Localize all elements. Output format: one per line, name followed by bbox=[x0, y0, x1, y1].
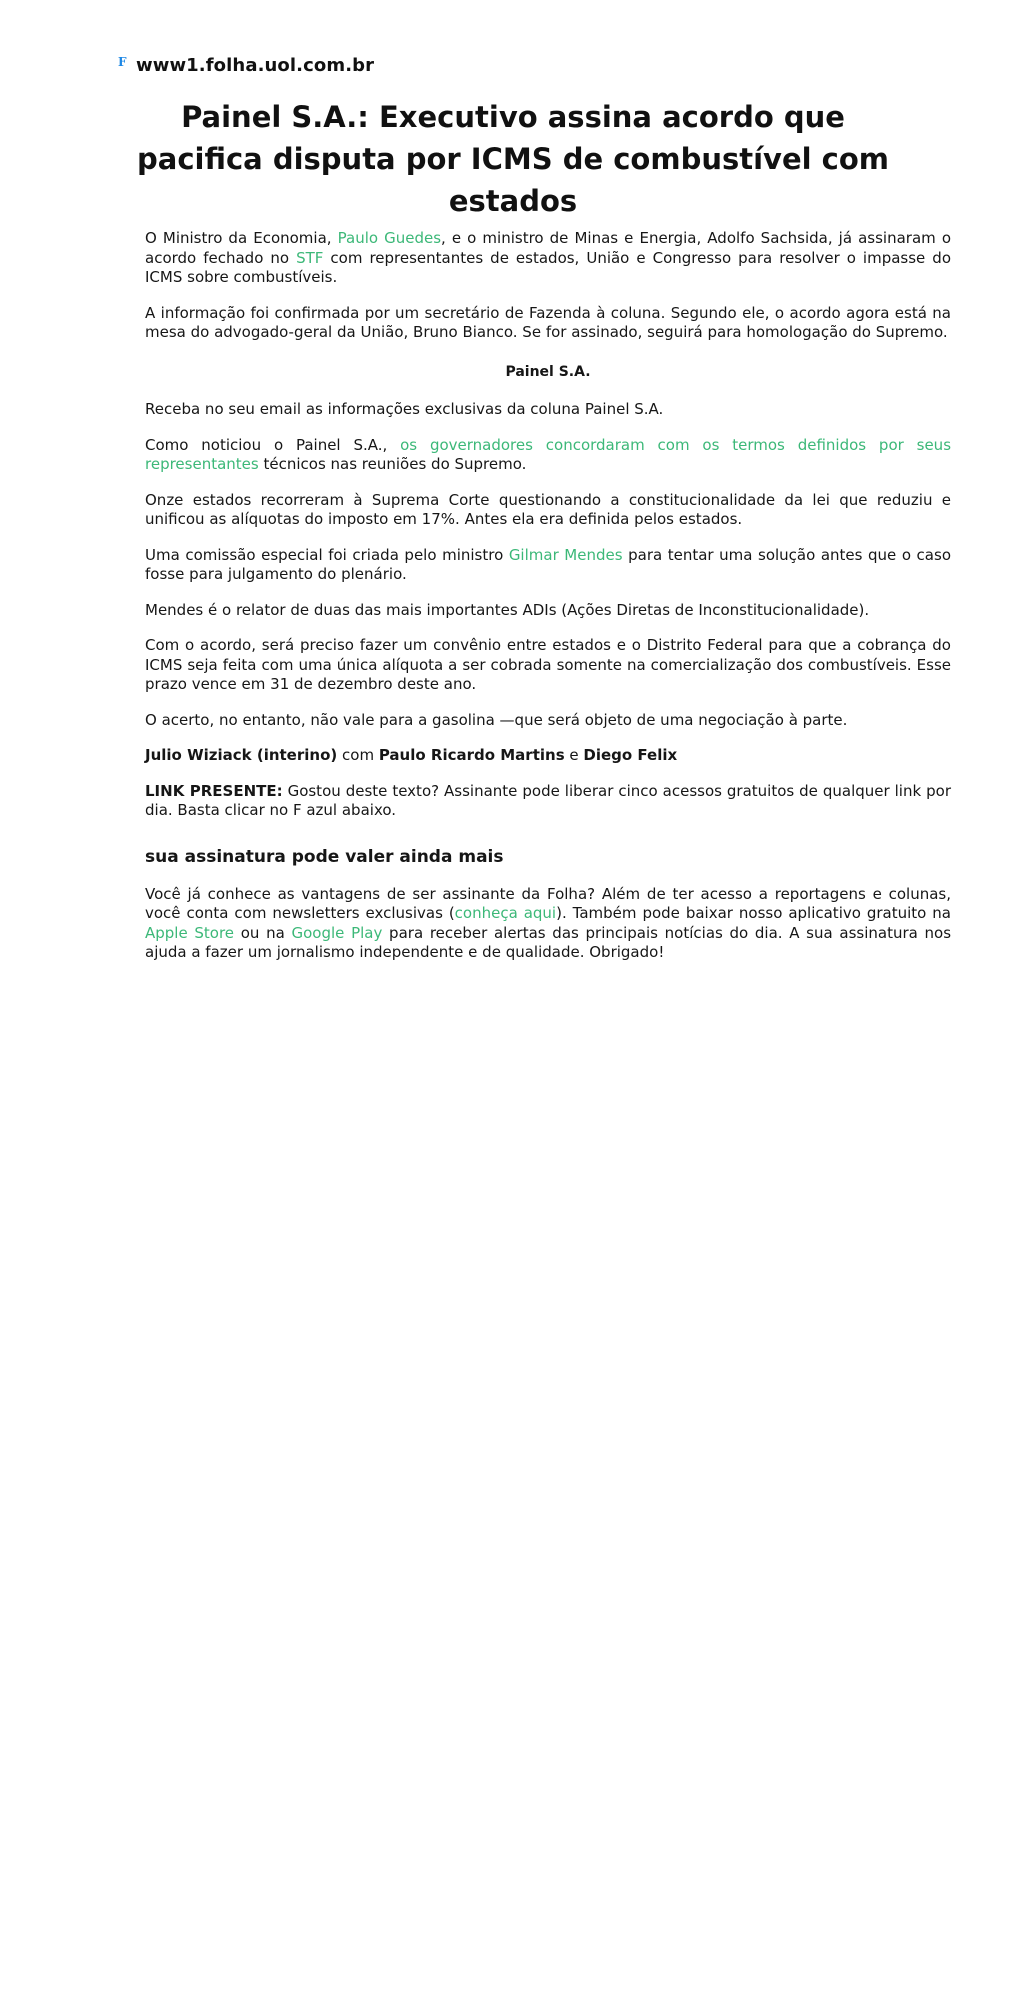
subscription-paragraph bbox=[145, 885, 951, 963]
article-body bbox=[145, 229, 951, 979]
text: técnicos nas reuniões do Supremo. bbox=[258, 455, 527, 473]
paragraph-5: Onze estados recorreram à Suprema Corte questionando a constitucionalidade da lei que reduziu e unificou as alíquotas do imposto em 17%. Antes ela era definida pelos estados. bbox=[145, 490, 951, 528]
text: O Ministro da Economia, bbox=[145, 229, 338, 247]
text: para tentar uma solução antes que o caso fosse para julgamento do plenário. bbox=[145, 545, 951, 583]
text: ou na bbox=[234, 923, 292, 942]
link-presente-label: LINK PRESENTE: bbox=[145, 781, 283, 800]
paragraph-1 bbox=[145, 229, 951, 288]
paragraph-9: O acerto, no entanto, não vale para a gasolina —que será objeto de uma negociação à parte. bbox=[145, 710, 848, 729]
link-stf[interactable]: STF bbox=[296, 248, 324, 267]
text: com representantes de estados, União e Congresso para resolver o impasse do ICMS sobre combustíveis. bbox=[145, 248, 951, 286]
text: Como noticiou o Painel S.A., bbox=[145, 435, 401, 454]
text: , e o ministro de Minas e Energia, Adolfo Sachsida, já assinaram o acordo fechado no bbox=[145, 229, 952, 267]
link-gilmar-mendes[interactable]: Gilmar Mendes bbox=[508, 545, 623, 564]
text: Você já conhece as vantagens de ser assinante da Folha? Além de ter acesso a reportagens e colunas, você conta com newsletters exclusivas ( bbox=[145, 884, 951, 922]
paragraph-8: Com o acordo, será preciso fazer um convênio entre estados e o Distrito Federal para que a cobrança do ICMS seja feita com uma única alíquota a ser cobrada somente na comercialização dos combustíveis. Esse prazo vence em 31 de dezembro deste ano. bbox=[145, 636, 951, 693]
link-presente-note bbox=[145, 782, 951, 821]
subscription-heading: sua assinatura pode valer ainda mais bbox=[145, 846, 504, 867]
author-1: Julio Wiziack (interino) bbox=[145, 746, 338, 764]
link-governadores[interactable]: os governadores concordaram com os termos definidos por seus representantes bbox=[145, 435, 952, 473]
link-paulo-guedes[interactable]: Paulo Guedes bbox=[337, 229, 442, 247]
paragraph-2: A informação foi confirmada por um secretário de Fazenda à coluna. Segundo ele, o acordo agora está na mesa do advogado-geral da União, Bruno Bianco. Se for assinado, seguirá para homologação do Supremo. bbox=[145, 303, 951, 341]
link-google-play[interactable]: Google Play bbox=[291, 923, 383, 942]
paragraph-3: Receba no seu email as informações exclusivas da coluna Painel S.A. bbox=[145, 400, 664, 418]
author-credits bbox=[145, 746, 951, 766]
link-apple-store[interactable]: Apple Store bbox=[145, 923, 235, 942]
text: com bbox=[337, 746, 379, 764]
text: para receber alertas das principais notícias do dia. A sua assinatura nos ajuda a fazer um jornalismo independente e de qualidade. Obrigado! bbox=[145, 923, 952, 961]
text: e bbox=[564, 746, 584, 764]
text: ). Também pode baixar nosso aplicativo gratuito na bbox=[556, 904, 951, 922]
section-label: Painel S.A. bbox=[505, 363, 591, 380]
paragraph-6 bbox=[145, 546, 951, 585]
site-header bbox=[118, 52, 374, 78]
link-conheca-aqui[interactable]: conheça aqui bbox=[454, 904, 557, 922]
page-title: Painel S.A.: Executivo assina acordo que pacifica disputa por ICMS de combustível com estados bbox=[137, 100, 889, 218]
paragraph-4 bbox=[145, 436, 951, 475]
site-domain: www1.folha.uol.com.br bbox=[136, 54, 375, 76]
text: Gostou deste texto? Assinante pode liberar cinco acessos gratuitos de qualquer link por dia. Basta clicar no F azul abaixo. bbox=[145, 781, 951, 819]
folha-logo-icon: F bbox=[118, 55, 127, 69]
author-2: Paulo Ricardo Martins bbox=[378, 746, 565, 764]
text: Uma comissão especial foi criada pelo ministro bbox=[145, 545, 509, 564]
author-3: Diego Felix bbox=[583, 746, 678, 764]
paragraph-7: Mendes é o relator de duas das mais importantes ADIs (Ações Diretas de Inconstitucionalidade). bbox=[145, 600, 870, 619]
